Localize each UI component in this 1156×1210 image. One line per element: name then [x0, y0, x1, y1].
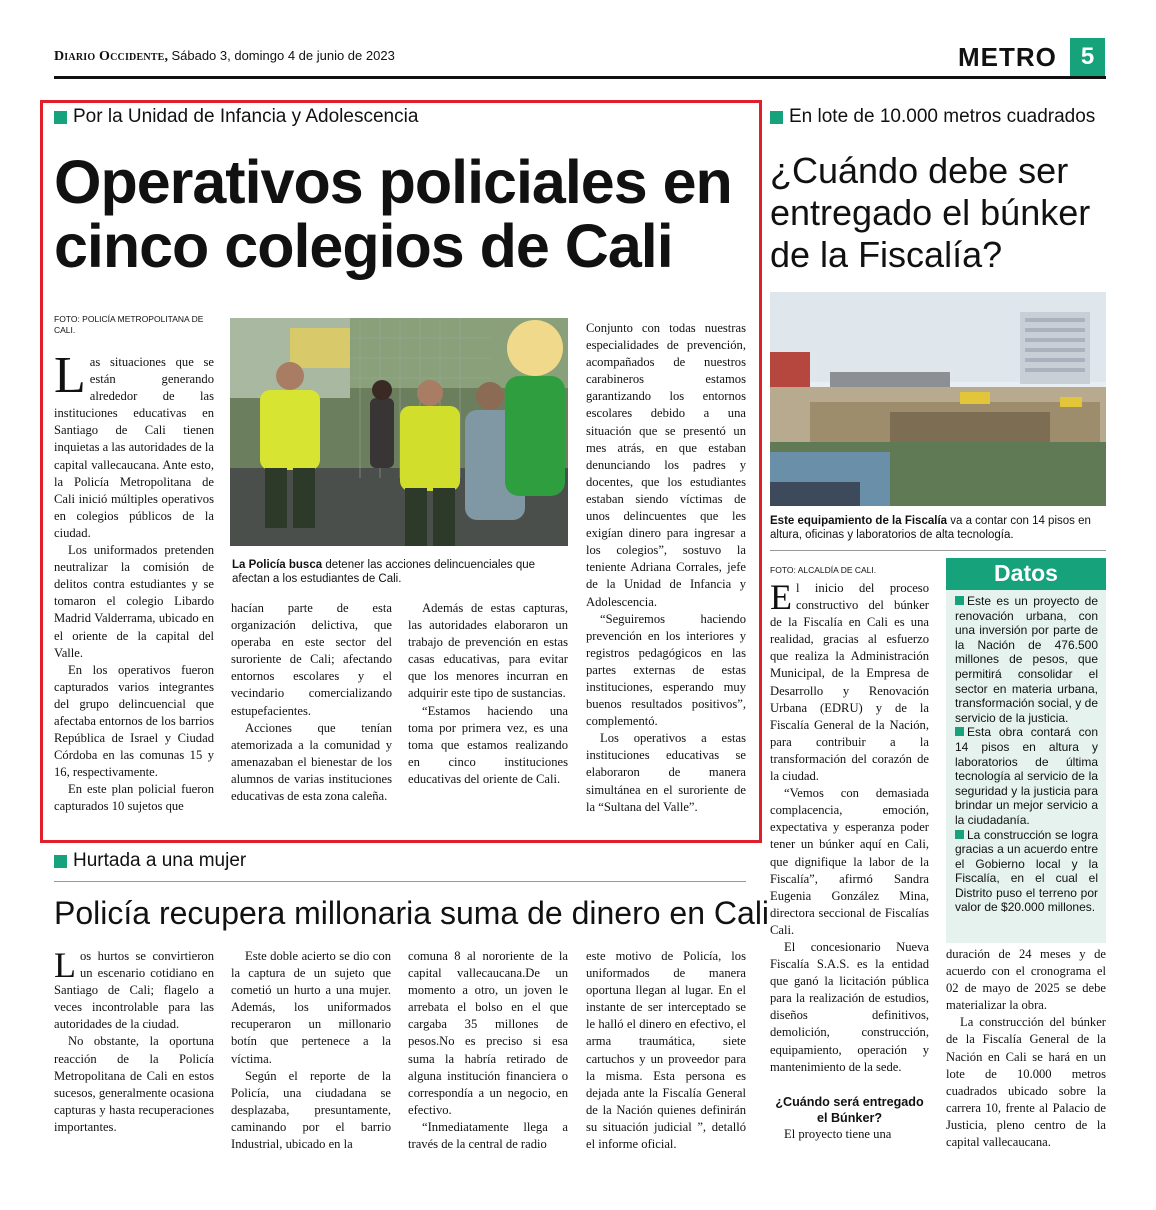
story1-dropcap: L: [54, 347, 86, 404]
story2-photo: [770, 292, 1106, 506]
caption-text: detener las acciones delincuenciales que afectan a los estudiantes de Cali.: [232, 559, 536, 585]
paragraph: Según el reporte de la Policía, una ciudadana se desplazaba, presuntamente, caminando por el barrio Industrial, ubicado en la: [231, 1068, 391, 1152]
datos-item: [955, 725, 1098, 827]
page-number: 5: [1070, 38, 1105, 76]
story1-kicker: [54, 106, 418, 128]
story2-kicker-text: En lote de 10.000 metros cuadrados: [789, 106, 1096, 127]
caption-text: va a contar con 14 pisos en altura, oficinas y laboratorios de alta tecnología.: [770, 515, 1091, 541]
caption-lead: La Policía busca: [232, 559, 323, 571]
paragraph: comuna 8 al nororiente de la capital vallecaucana.De un momento a otro, un joven le arrebata el bolso en el que cargaba 35 millones de pesos.No es preciso si esa suma la habría retirado de alguna institución financiera o correspondía a un negocio, en efectivo.: [408, 949, 568, 1117]
story2-column-1: [770, 577, 929, 1143]
paragraph: En este plan policial fueron capturados 10 sujetos que: [54, 782, 214, 814]
paragraph: El proyecto tiene una: [784, 1126, 892, 1141]
paragraph: l inicio del proceso constructivo del búnker de la Fiscalía en Cali es una realidad, gracias al esfuerzo que realiza la Administración Municipal, de la Empresa de Desarrollo y Renovación Urbana (EDRU) y de la Fiscalía General de la Nación, para contribuir a la transformación del corazón de la ciudad.: [770, 581, 929, 784]
paragraph: “Inmediatamente llega a través de la central de radio: [408, 1119, 568, 1152]
story2-caption: [770, 514, 1106, 542]
story1-kicker-text: Por la Unidad de Infancia y Adolescencia: [73, 106, 419, 127]
newspaper-name: Diario Occidente,: [54, 49, 169, 64]
paragraph: La construcción del búnker de la Fiscalía General de la Nación en Cali se hará en un lote de 10.000 metros cuadrados ubicado sobre la carrera 10, frente al Palacio de Justicia, pleno centro de la capital vallecaucana.: [946, 1015, 1106, 1150]
paragraph: Además de estas capturas, las autoridades elaboraron un trabajo de prevención en estas casas educativas, para evitar que los menores incurran en adquirir este tipo de sustancias.: [408, 601, 568, 701]
story3-kicker-text: Hurtada a una mujer: [73, 850, 247, 871]
paragraph: Este doble acierto se dio con la captura de un sujeto que cometió un hurto a una mujer. Además, los uniformados recuperaron un millonario botín que pertenece a la víctima.: [231, 949, 391, 1066]
paragraph: os hurtos se convirtieron un escenario cotidiano en Santiago de Cali; flagelo a veces incontrolable para las autoridades de la ciudad.: [54, 949, 214, 1032]
datos-text: Esta obra contará con 14 pisos en altura y laboratorios de última tecnología al servicio de la seguridad y la justicia para brindar un mejor servicio a la ciudadanía.: [955, 725, 1098, 827]
story2-kicker: [770, 106, 1095, 128]
story2-subhead: ¿Cuándo será entregado el Búnker?: [775, 1094, 924, 1125]
issue-date: Sábado 3, domingo 4 de junio de 2023: [171, 48, 395, 63]
story1-photo: [230, 318, 568, 546]
divider: [770, 550, 1106, 551]
paragraph: “Estamos haciendo una toma por primera vez, es una toma que estamos realizando en cinco instituciones educativas del oriente de Cali.: [408, 703, 568, 786]
header-rule: [54, 76, 1106, 79]
paragraph: este motivo de Policía, los uniformados de manera oportuna llegan al lugar. En el instante de ser interceptado se le halló el dinero en efectivo, el arma traumática, siete cartuchos y un proveedor para la misma. Esta persona es dejada ante la Fiscalía General de la Nación quienes definirán su situación judicial ”, detalló el informe oficial.: [586, 949, 746, 1152]
bullet-square-icon: [955, 596, 964, 605]
caption-lead: Este equipamiento de la Fiscalía: [770, 515, 948, 527]
story3-column-1: [54, 945, 214, 1136]
paragraph: “Seguiremos haciendo prevención en los interiores y registros pedagógicos en las partes externas de estas instituciones, esperando muy buenos resultados positivos”, complementó.: [586, 611, 746, 729]
story1-photo-credit: FOTO: POLICÍA METROPOLITANA DE CALI.: [54, 314, 204, 335]
story2-dropcap: E: [770, 577, 792, 617]
paragraph: hacían parte de esta organización delictiva, que operaba en este sector del suroriente de Cali; afectando entornos escolares y el vecindario comercializando estupefacientes.: [231, 601, 392, 718]
story1-column-1: [54, 347, 214, 816]
datos-title: Datos: [946, 558, 1106, 590]
story2-photo-credit: FOTO: ALCALDÍA DE CALI.: [770, 565, 877, 575]
story3-column-2: [231, 948, 391, 1153]
paragraph: El concesionario Nueva Fiscalía S.A.S. es la entidad que ganó la licitación pública para la realización de estudios, diseños definitivos, demolición, construcción, equipamiento, operación y mantenimiento de la sede.: [770, 939, 929, 1074]
datos-item: [955, 828, 1098, 916]
section-label: METRO: [958, 42, 1057, 72]
story1-column-2: [231, 600, 392, 805]
story3-kicker: [54, 850, 246, 872]
paragraph: as situaciones que se están generando alrededor de las instituciones educativas en Santiago de Cali tienen inquietas a las autoridades de la capital vallecaucana. Ante esto, la Policía Metropolitana de Cali inició múltiples operativos en colegios públicos de la ciudad.: [54, 355, 214, 540]
bullet-square-icon: [955, 727, 964, 736]
divider: [54, 881, 746, 882]
story2-headline: ¿Cuándo debe ser entregado el búnker de la Fiscalía?: [770, 150, 1091, 275]
story1-caption: [232, 558, 568, 586]
kicker-square-icon: [770, 111, 783, 124]
datos-item: [955, 594, 1098, 725]
datos-box: [946, 558, 1106, 943]
paragraph: duración de 24 meses y de acuerdo con el cronograma el 02 de mayo de 2025 se debe materializar la obra.: [946, 947, 1106, 1013]
story3-column-4: [586, 948, 746, 1153]
paragraph: No obstante, la oportuna reacción de la Policía Metropolitana de Cali en estos sucesos, generalmente ocasiona capturas y hasta recuperaciones importantes.: [54, 1034, 214, 1134]
datos-text: Este es un proyecto de renovación urbana, con una inversión por parte de la Nación de 476.500 millones de pesos, que permitirá consolidar el sector en materia urbana, transformación social, y de servicio de la justicia.: [955, 594, 1098, 725]
kicker-square-icon: [54, 111, 67, 124]
paragraph: En los operativos fueron capturados varios integrantes del grupo delincuencial que afectaba entornos de los barrios República de Israel y Ciudad Córdoba en las comunas 15 y 16, respectivamente.: [54, 662, 214, 780]
paragraph: Acciones que tenían atemorizada a la comunidad y amenazaban el bienestar de los alumnos de varias instituciones educativas de esta zona caleña.: [231, 720, 392, 804]
paragraph: Los operativos a estas instituciones educativas se elaboraron de manera simultánea en el suroriente de la “Sultana del Valle”.: [586, 731, 746, 814]
story3-headline: Policía recupera millonaria suma de dinero en Cali: [54, 895, 770, 931]
kicker-square-icon: [54, 855, 67, 868]
story1-column-4: [586, 320, 746, 816]
story3-dropcap: L: [54, 945, 76, 985]
paragraph: “Vemos con demasiada complacencia, emoción, expectativa y esperanza poder tener un búnker aquí en Cali, que dignifique la labor de la Fiscalía”, afirmó Sandra Eugenia González Mina, directora seccional de Fiscalías Cali.: [770, 786, 929, 937]
story1-headline: Operativos policiales en cinco colegios de Cali: [54, 148, 732, 280]
paragraph: Los uniformados pretenden neutralizar la comisión de delitos contra estudiantes y se tomaron el colegio Libardo Madrid Valderrama, ubicado en el oriente de la capital del Valle.: [54, 543, 214, 660]
datos-text: La construcción se logra gracias a un acuerdo entre el Gobierno local y la Fiscalía, en el cual el Distrito puso el terreno por valor de $20.000 millones.: [955, 827, 1098, 915]
story1-column-3: [408, 600, 568, 788]
masthead: [54, 48, 395, 65]
bullet-square-icon: [955, 830, 964, 839]
story2-column-2: [946, 946, 1106, 1151]
paragraph: Conjunto con todas nuestras especialidades de prevención, acompañados de nuestros carabineros estamos garantizando los entornos escolares debido a una situación que se presentó un mes atrás, en que estaban denunciando los padres y docentes, que los estudiantes estaban siendo víctimas de unos delincuentes que les exigían dinero para ingresar a los colegios”, sostuvo la teniente Adriana Corrales, jefe de la Unidad de Infancia y Adolescencia.: [586, 321, 746, 609]
story3-column-3: [408, 948, 568, 1153]
